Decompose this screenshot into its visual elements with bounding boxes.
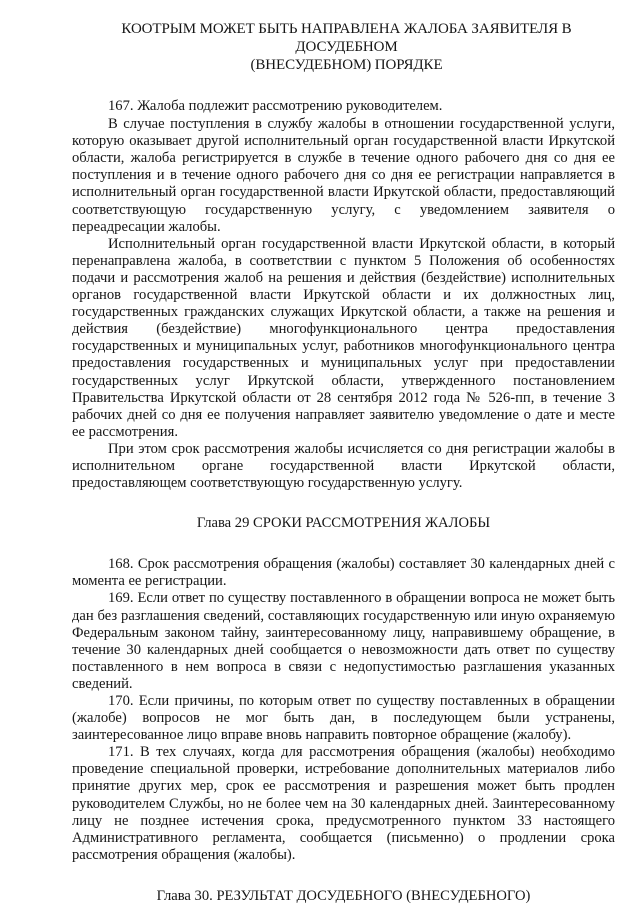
chapter-30-title: Глава 30. РЕЗУЛЬТАТ ДОСУДЕБНОГО (ВНЕСУДЕБНОГО) — [156, 887, 531, 904]
paragraph-168: 168. Срок рассмотрения обращения (жалобы) составляет 30 календарных дней с момента ее регистрации. — [72, 556, 615, 590]
paragraph-167-term: При этом срок рассмотрения жалобы исчисляется со дня регистрации жалобы в исполнительном органе государственной власти Иркутской области, предоставляющем соответствующую государственную услугу. — [72, 440, 615, 492]
chapter-29-title: Глава 29 СРОКИ РАССМОТРЕНИЯ ЖАЛОБЫ — [196, 515, 491, 532]
paragraph-170: 170. Если причины, по которым ответ по существу поставленных в обращении (жалобе) вопросов не мог быть дан, в последующем были устранены, заинтересованное лицо вправе вновь направить повторное обращение (жалобу). — [72, 693, 615, 744]
spacer — [72, 74, 615, 98]
section-heading — [72, 20, 615, 74]
paragraph-171: 171. В тех случаях, когда для рассмотрения обращения (жалобы) необходимо проведение специальной проверки, истребование дополнительных материалов либо принятие других мер, срок ее рассмотрения и разрешения может быть продлен руководителем Службы, но не более чем на 30 календарных дней. Заинтересованному лицу не позднее истечения срока, предусмотренного пунктом 33 настоящего Административного регламента, сообщается (письменно) о продлении срока рассмотрения обращения (жалобы). — [72, 744, 615, 863]
paragraph-167: 167. Жалоба подлежит рассмотрению руководителем. — [108, 98, 443, 114]
paragraph-167-forwarding: В случае поступления в службу жалобы в отношении государственной услуги, которую оказывает другой исполнительный орган государственной власти Иркутской области, жалоба регистрируется в службе в течение одного рабочего дня со дня ее поступления и в течение одного рабочего дня со дня ее регистрации направляется в исполнительный орган государственной власти Иркутской области, предоставляющий соответствующую государственную услугу, с уведомлением заявителя о переадресации жалобы. — [72, 116, 615, 235]
paragraph-169: 169. Если ответ по существу поставленного в обращении вопроса не может быть дан без разглашения сведений, составляющих государственную или иную охраняемую Федеральным законом тайну, заинтересованному лицу, направившему обращение, в течение 30 календарных дней сообщается о невозможности дать ответ по существу поставленного в нем вопроса в связи с недопустимостью разглашения указанных сведений. — [72, 590, 615, 692]
paragraph-167-executive-body: Исполнительный орган государственной власти Иркутской области, в который перенаправлена жалоба, в соответствии с пунктом 5 Положения об особенностях подачи и рассмотрения жалоб на решения и действия (бездействие) исполнительных органов государственной власти Иркутской области и их должностных лиц, государственных гражданских служащих Иркутской области, а также на решения и действия (бездействие) многофункционального центра предоставления государственных и муниципальных услуг, работников многофункционального центра предоставления государственных и муниципальных услуг при предоставлении государственных услуг Иркутской области, утвержденного постановлением Правительства Иркутской области от 28 сентября 2012 года № 526-пп, в течение 3 рабочих дней со дня ее получения направляет заявителю уведомление о дате и месте ее рассмотрения. — [72, 235, 615, 440]
section-heading-line-2: (ВНЕСУДЕБНОМ) ПОРЯДКЕ — [250, 57, 443, 73]
section-heading-line-1: КООТРЫМ МОЖЕТ БЫТЬ НАПРАВЛЕНА ЖАЛОБА ЗАЯВИТЕЛЯ В ДОСУДЕБНОМ — [121, 21, 572, 55]
